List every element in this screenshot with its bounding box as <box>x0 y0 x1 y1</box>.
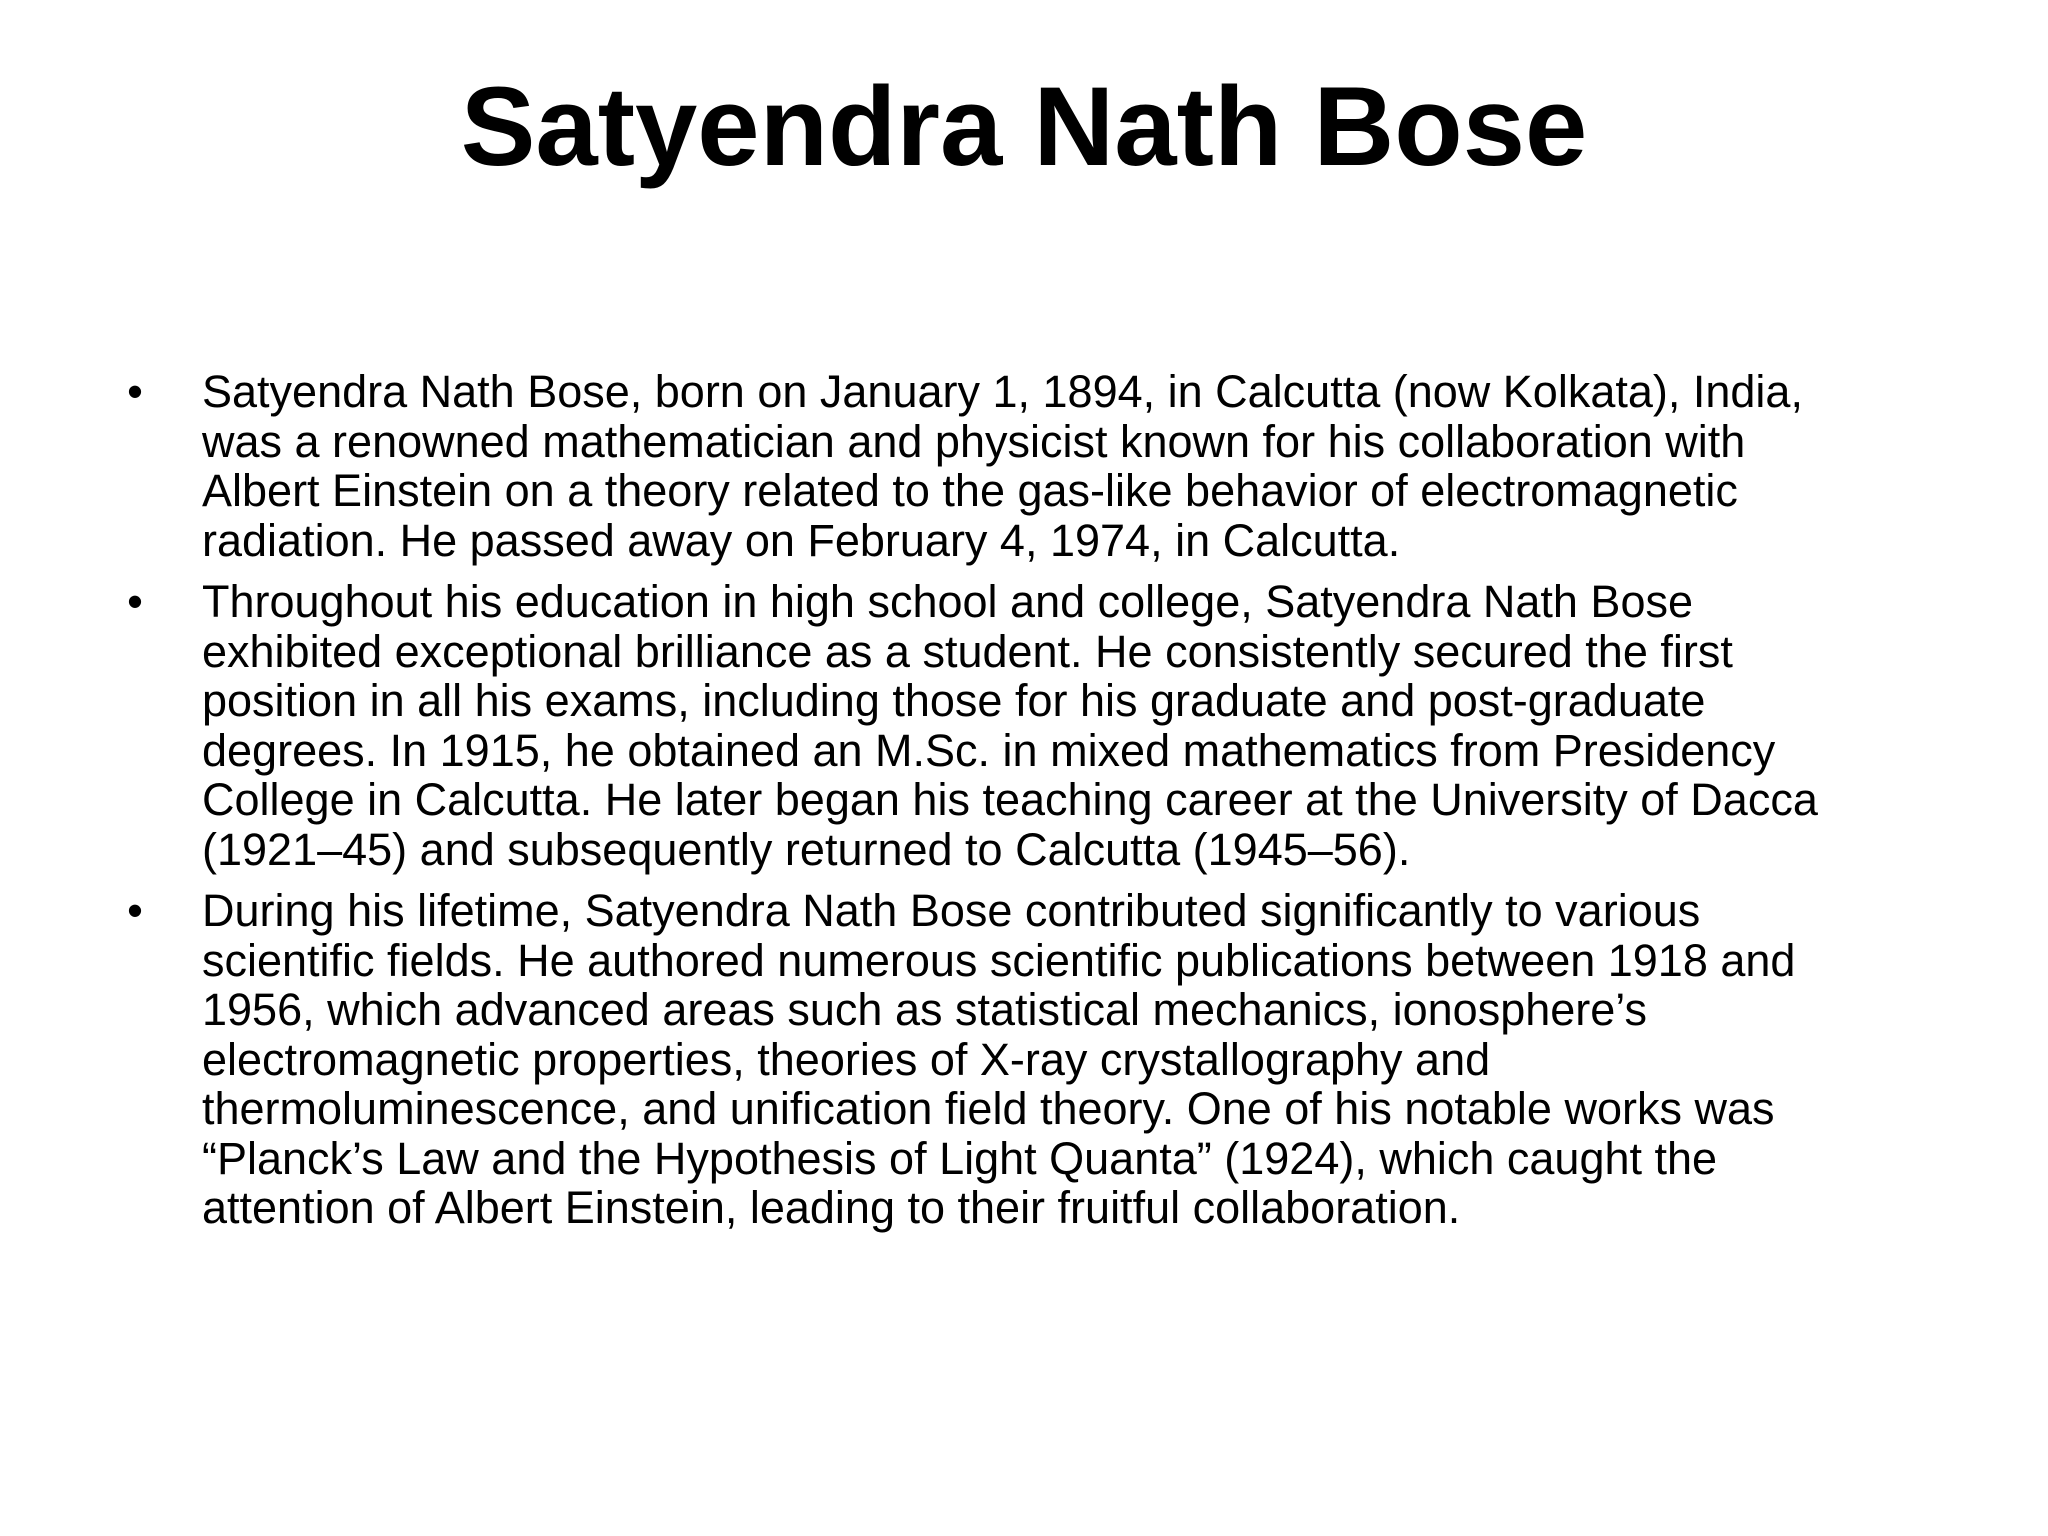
bullet-text-line: During his lifetime, Satyendra Nath Bose contributed significantly to various <box>202 885 1701 936</box>
bullet-item <box>120 367 1920 565</box>
bullet-text-line: position in all his exams, including those for his graduate and post-graduate <box>202 675 1706 726</box>
slide-title: Satyendra Nath Bose <box>460 64 1588 189</box>
bullet-icon: • <box>127 576 143 627</box>
bullet-text-line: scientific fields. He authored numerous scientific publications between 1918 and <box>202 934 1796 986</box>
bullet-text-line: was a renowned mathematician and physicist known for his collaboration with <box>202 415 1746 467</box>
bullet-icon: • <box>127 885 143 936</box>
bullet-text-line: degrees. In 1915, he obtained an M.Sc. in mixed mathematics from Presidency <box>202 724 1776 776</box>
bullet-text-line: attention of Albert Einstein, leading to their fruitful collaboration. <box>202 1182 1461 1233</box>
bullet-text-line: exhibited exceptional brilliance as a student. He consistently secured the first <box>202 625 1733 677</box>
bullet-text-line: 1956, which advanced areas such as statistical mechanics, ionosphere’s <box>202 984 1647 1035</box>
bullet-text-line: radiation. He passed away on February 4, 1974, in Calcutta. <box>202 514 1401 566</box>
bullet-item <box>120 577 1920 874</box>
bullet-text-line: “Planck’s Law and the Hypothesis of Light Quanta” (1924), which caught the <box>202 1132 1718 1184</box>
bullet-text-line: Throughout his education in high school and college, Satyendra Nath Bose <box>202 576 1693 627</box>
bullet-text-line: electromagnetic properties, theories of X-ray crystallography and <box>202 1033 1491 1085</box>
bullet-icon: • <box>127 366 143 417</box>
bullet-item <box>120 886 1920 1233</box>
bullet-text-line: thermoluminescence, and unification field theory. One of his notable works was <box>202 1083 1775 1134</box>
bullet-text-line: (1921–45) and subsequently returned to Calcutta (1945–56). <box>202 823 1411 875</box>
bullet-text-line: Albert Einstein on a theory related to the gas-like behavior of electromagnetic <box>202 465 1738 516</box>
slide-content <box>120 367 1920 1245</box>
bullet-text-line: Satyendra Nath Bose, born on January 1, 1894, in Calcutta (now Kolkata), India, <box>202 366 1803 417</box>
bullet-list <box>120 367 1920 1233</box>
bullet-text-line: College in Calcutta. He later began his teaching career at the University of Dacca <box>202 774 1818 825</box>
